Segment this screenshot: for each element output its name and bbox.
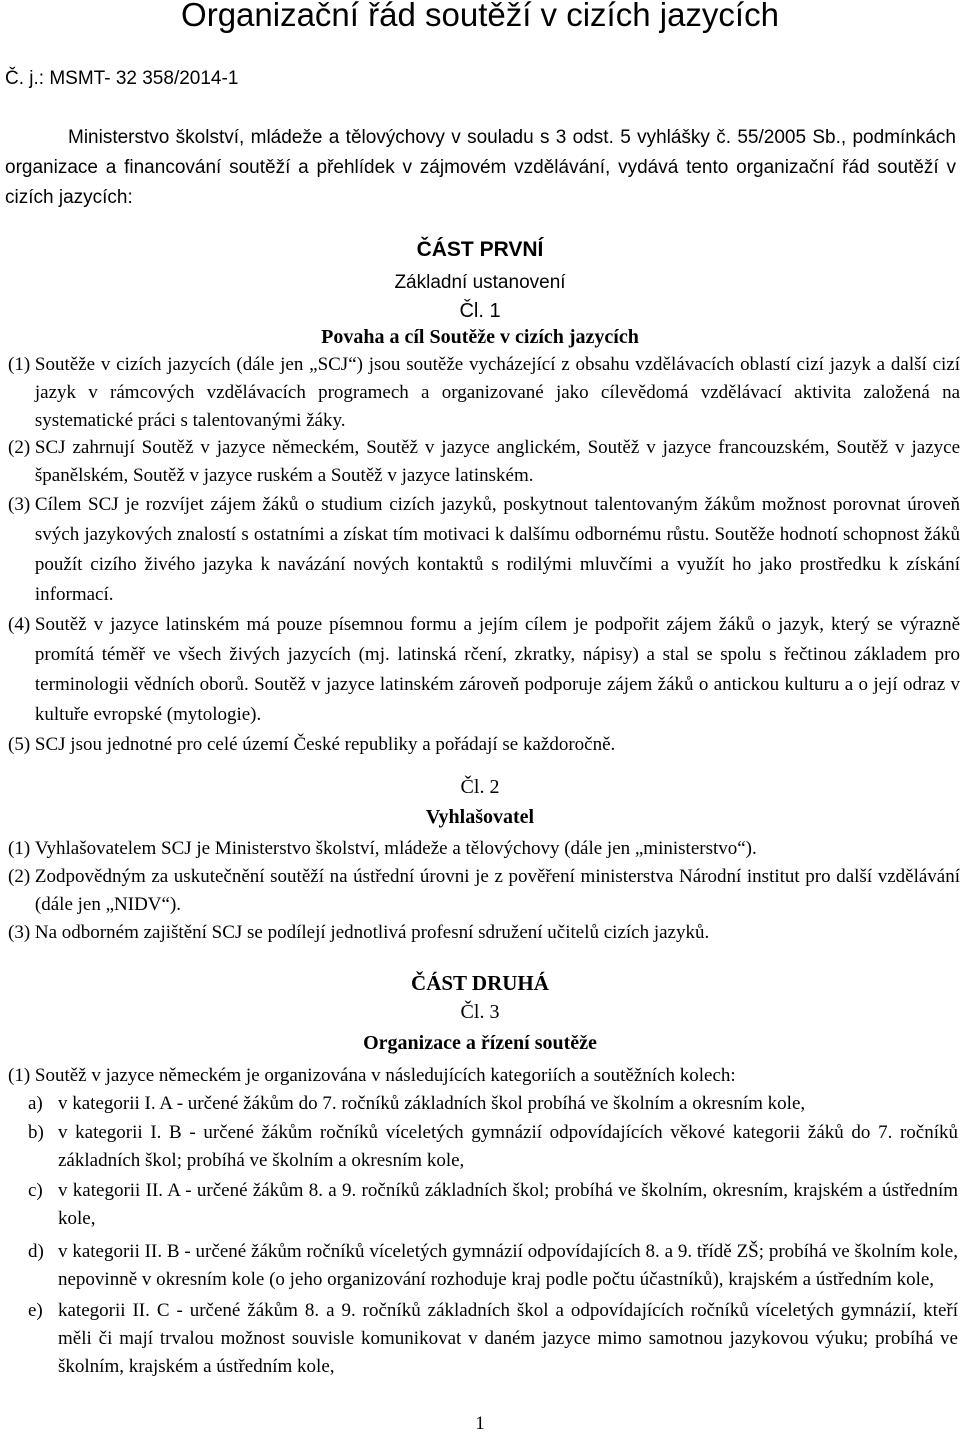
paragraph-number: (3) — [8, 922, 35, 943]
paragraph — [8, 434, 960, 490]
list-item-letter: b) — [28, 1122, 49, 1143]
paragraph-text: Soutěž v jazyce latinském má pouze písemnou formu a jejím cílem je podpořit zájem žáků o jazyk, který se výrazně promítá téměř ve všech živých jazycích (mj. latinská rčení, zkratky, nápisy) a stal se spolu s řečtinou základem pro terminologii vědních oborů. Soutěž v jazyce latinském zároveň podporuje zájem žáků o antickou kulturu a o její odraz v kultuře evropské (mytologie). — [34, 614, 960, 725]
list-item-text: kategorii II. C - určené žákům 8. a 9. ročníků základních škol a odpovídajících ročníků víceletých gymnázií, kteří měli či mají trvalou možnost souvisle komunikovat v daném jazyce mimo samotnou jazykovou výuku; probíhá ve školním, krajském a ústředním kole, — [58, 1300, 958, 1377]
paragraph-text: SCJ jsou jednotné pro celé území České republiky a pořádají se každoročně. — [34, 734, 616, 755]
paragraph-number: (4) — [8, 614, 35, 635]
paragraph-number: (1) — [8, 354, 35, 375]
list-item-text: v kategorii I. A - určené žákům do 7. ročníků základních škol probíhá ve školním a okresním kole, — [58, 1093, 806, 1114]
paragraph-text: SCJ zahrnují Soutěž v jazyce německém, Soutěž v jazyce anglickém, Soutěž v jazyce francouzském, Soutěž v jazyce španělském, Soutěž v jazyce ruském a Soutěž v jazyce latinském. — [34, 437, 960, 486]
list-item — [28, 1119, 958, 1175]
paragraph — [8, 863, 960, 919]
list-item-letter: d) — [28, 1241, 49, 1262]
paragraph-text: Vyhlašovatelem SCJ je Ministerstvo školství, mládeže a tělovýchovy (dále jen „ministerstvo“). — [34, 838, 757, 859]
list-item — [28, 1177, 958, 1233]
paragraph — [8, 490, 960, 610]
part-one-subheading: Základní ustanovení — [394, 272, 566, 293]
intro-paragraph — [5, 123, 956, 213]
paragraph — [8, 835, 960, 863]
paragraph-number: (2) — [8, 437, 35, 458]
intro-text: Ministerstvo školství, mládeže a tělovýchovy v souladu s 3 odst. 5 vyhlášky č. 55/2005 Sb., podmínkách organizace a financování soutěží a přehlídek v zájmovém vzdělávání, vydává tento organizační řád soutěží v cizích jazycích: — [5, 127, 956, 208]
paragraph — [8, 1062, 960, 1090]
article-3-paragraph — [8, 1062, 960, 1090]
part-two-heading: ČÁST DRUHÁ — [411, 971, 549, 995]
article-3-label: Čl. 3 — [460, 1001, 500, 1023]
list-item-text: v kategorii II. A - určené žákům 8. a 9. ročníků základních škol; probíhá ve školním, okresním, krajském a ústředním kole, — [58, 1180, 958, 1229]
paragraph — [8, 730, 960, 760]
article-1-paragraphs — [8, 351, 960, 760]
list-item-text: v kategorii II. B - určené žákům ročníků víceletých gymnázií odpovídajících 8. a 9. třídě ZŠ; probíhá ve školním kole, nepovinně v okresním kole (o jeho organizování rozhoduje kraj podle počtu účastníků), krajském a ústředním kole, — [58, 1241, 958, 1290]
paragraph-number: (1) — [8, 1065, 35, 1086]
paragraph — [8, 351, 960, 435]
article-3-title: Organizace a řízení soutěže — [363, 1032, 597, 1054]
paragraph — [8, 919, 960, 947]
reference-number: Č. j.: MSMT- 32 358/2014-1 — [5, 68, 239, 89]
paragraph-text: Zodpovědným za uskutečnění soutěží na ústřední úrovni je z pověření ministerstva Národní institut pro další vzdělávání (dále jen „NIDV“). — [34, 866, 960, 915]
article-2-title: Vyhlašovatel — [425, 806, 535, 828]
list-item-letter: a) — [28, 1093, 48, 1114]
list-item-letter: c) — [28, 1180, 48, 1201]
article-2-paragraphs — [8, 835, 960, 947]
paragraph-number: (5) — [8, 734, 35, 755]
paragraph-number: (3) — [8, 494, 35, 515]
paragraph-text: Soutěž v jazyce německém je organizována v následujících kategoriích a soutěžních kolech: — [34, 1065, 736, 1086]
paragraph-number: (2) — [8, 866, 35, 887]
list-item — [28, 1238, 958, 1294]
list-item — [28, 1297, 958, 1381]
article-1-label: Čl. 1 — [459, 300, 501, 322]
category-list — [28, 1090, 958, 1381]
article-1-title: Povaha a cíl Soutěže v cizích jazycích — [321, 326, 639, 348]
list-item-text: v kategorii I. B - určené žákům ročníků víceletých gymnázií odpovídajících věkové kategorii žáků do 7. ročníků základních škol; probíhá ve školním a okresním kole, — [58, 1122, 958, 1171]
paragraph-text: Soutěže v cizích jazycích (dále jen „SCJ“) jsou soutěže vycházející z obsahu vzdělávacích oblastí cizí jazyk a další cizí jazyk v rámcových vzdělávacích programech a organizované jako cílevědomá vzdělávací aktivita založená na systematické práci s talentovanými žáky. — [34, 354, 960, 431]
paragraph-text: Cílem SCJ je rozvíjet zájem žáků o studium cizích jazyků, poskytnout talentovaným žákům možnost porovnat úroveň svých jazykových znalostí s ostatními a získat tím motivaci k dalšímu odbornému růstu. Soutěže hodnotí schopnost žáků použít cizího živého jazyka k navázání nových kontaktů s rodilými mluvčími a využít ho jako prostředku k získání informací. — [34, 494, 960, 605]
list-item — [28, 1090, 958, 1118]
paragraph-number: (1) — [8, 838, 35, 859]
list-item-letter: e) — [28, 1300, 48, 1321]
paragraph — [8, 610, 960, 730]
document-title: Organizační řád soutěží v cizích jazycích — [181, 0, 779, 33]
page-number: 1 — [475, 1413, 485, 1434]
part-one-heading: ČÁST PRVNÍ — [416, 238, 544, 261]
paragraph-text: Na odborném zajištění SCJ se podílejí jednotlivá profesní sdružení učitelů cizích jazyků. — [34, 922, 710, 943]
article-2-label: Čl. 2 — [460, 776, 500, 798]
